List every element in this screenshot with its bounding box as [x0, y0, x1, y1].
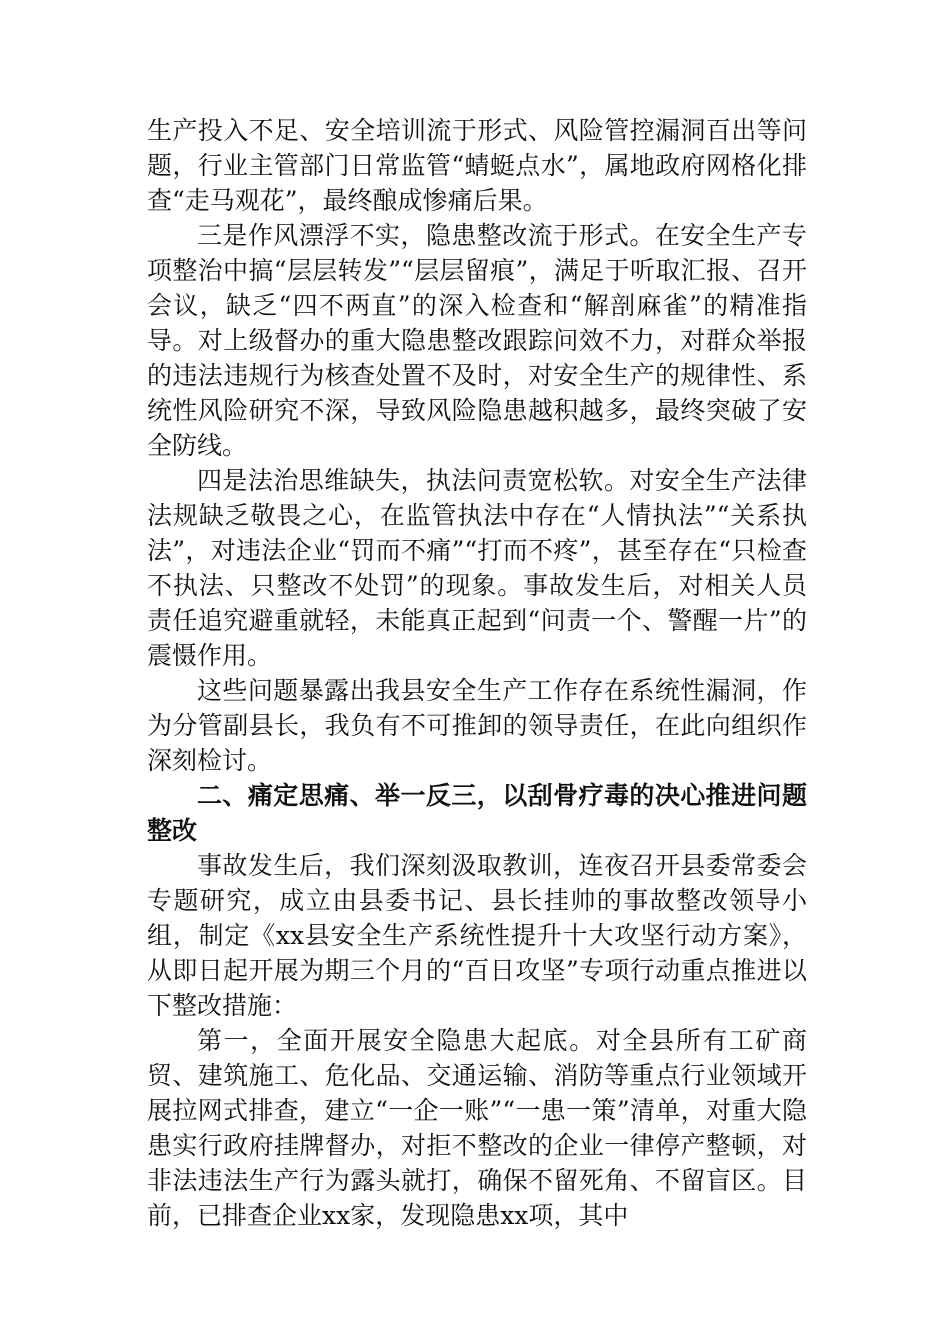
body-paragraph-measure-one: 第一，全面开展安全隐患大起底。对全县所有工矿商贸、建筑施工、危化品、交通运输、消防等重点行业领域开展拉网式排查，建立“一企一账”“一患一策”清单，对重大隐患实行政府挂牌督办，对拒不整改的企业一律停产整顿，对非法违法生产行为露头就打，确保不留死角、不留盲区。目前，已排查企业xx家，发现隐患xx项，其中 — [147, 1026, 807, 1230]
body-paragraph-self-criticism: 这些问题暴露出我县安全生产工作存在系统性漏洞，作为分管副县长，我负有不可推卸的领导责任，在此向组织作深刻检讨。 — [147, 676, 807, 775]
document-page — [147, 113, 807, 1233]
body-paragraph-rule-of-law: 四是法治思维缺失，执法问责宽松软。对安全生产法律法规缺乏敬畏之心，在监管执法中存在“人情执法”“关系执法”，对违法企业“罚而不痛”“打而不疼”，甚至存在“只检查不执法、只整改不处罚”的现象。事故发生后，对相关人员责任追究避重就轻，未能真正起到“问责一个、警醒一片”的震慑作用。 — [147, 466, 807, 670]
body-paragraph-rectification-intro: 事故发生后，我们深刻汲取教训，连夜召开县委常委会专题研究，成立由县委书记、县长挂帅的事故整改领导小组，制定《xx县安全生产系统性提升十大攻坚行动方案》，从即日起开展为期三个月的“百日攻坚”专项行动重点推进以下整改措施： — [147, 851, 807, 1020]
body-paragraph-work-style: 三是作风漂浮不实，隐患整改流于形式。在安全生产专项整治中搞“层层转发”“层层留痕”，满足于听取汇报、召开会议，缺乏“四不两直”的深入检查和“解剖麻雀”的精准指导。对上级督办的重大隐患整改跟踪问效不力，对群众举报的违法违规行为核查处置不及时，对安全生产的规律性、系统性风险研究不深，导致风险隐患越积越多，最终突破了安全防线。 — [147, 221, 807, 460]
body-paragraph-continued: 生产投入不足、安全培训流于形式、风险管控漏洞百出等问题，行业主管部门日常监管“蜻蜓点水”，属地政府网格化排查“走马观花”，最终酿成惨痛后果。 — [147, 116, 807, 215]
section-heading: 二、痛定思痛、举一反三，以刮骨疗毒的决心推进问题整改 — [147, 781, 807, 845]
